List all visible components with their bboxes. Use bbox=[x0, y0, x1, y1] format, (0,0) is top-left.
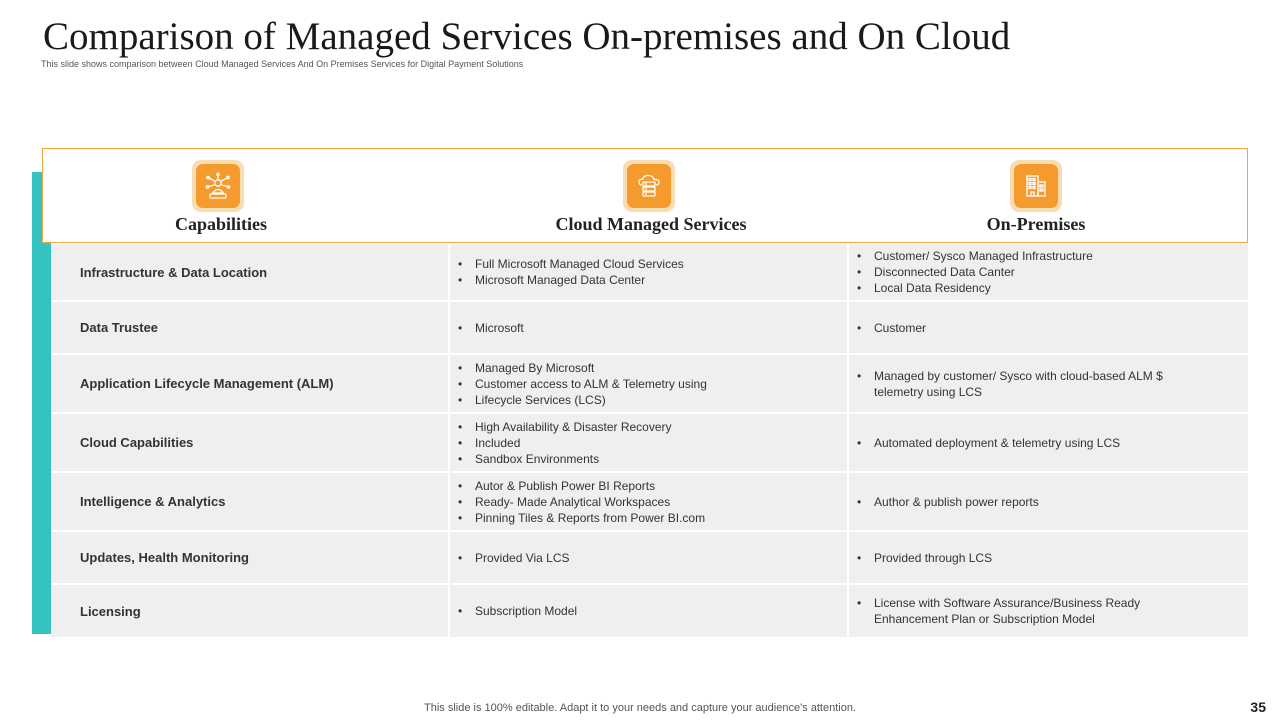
list-item: • Customer/ Sysco Managed Infrastructure bbox=[855, 248, 1093, 264]
capability-cell: Infrastructure & Data Location bbox=[51, 244, 450, 300]
cloud-cell bbox=[450, 355, 849, 412]
column-header-capabilities bbox=[43, 149, 399, 244]
list-item: • Disconnected Data Canter bbox=[855, 264, 1093, 280]
cloud-cell bbox=[450, 302, 849, 353]
column-header-cloud bbox=[451, 149, 851, 244]
person-network-icon bbox=[203, 171, 233, 201]
cloud-cell bbox=[450, 244, 849, 300]
table-row bbox=[51, 244, 1248, 302]
capability-cell: Updates, Health Monitoring bbox=[51, 532, 450, 583]
list-item: • Managed By Microsoft bbox=[456, 360, 707, 376]
page-number: 35 bbox=[1250, 699, 1266, 715]
column-label: Capabilities bbox=[174, 214, 267, 234]
icon-badge bbox=[1010, 160, 1062, 212]
onprem-cell bbox=[849, 302, 1248, 353]
list-item: • Local Data Residency bbox=[855, 280, 1093, 296]
column-label: Cloud Managed Services bbox=[555, 214, 747, 234]
table-row bbox=[51, 414, 1248, 473]
slide-subtitle: This slide shows comparison between Cloud Managed Services And On Premises Services for Digital Payment Solutions bbox=[41, 59, 524, 69]
footer-note: This slide is 100% editable. Adapt it to your needs and capture your audience's attention. bbox=[424, 702, 856, 714]
cloud-cell bbox=[450, 473, 849, 530]
onprem-cell bbox=[849, 244, 1248, 300]
list-item: • Included bbox=[456, 435, 672, 451]
list-item: • Author & publish power reports bbox=[855, 494, 1039, 510]
icon-badge bbox=[192, 160, 244, 212]
onprem-cell bbox=[849, 473, 1248, 530]
list-item: • License with Software Assurance/Business Ready Enhancement Plan or Subscription Model bbox=[855, 595, 1175, 627]
table-row bbox=[51, 532, 1248, 585]
column-label: On-Premises bbox=[986, 214, 1086, 234]
list-item: • Provided through LCS bbox=[855, 550, 992, 566]
capability-cell: Intelligence & Analytics bbox=[51, 473, 450, 530]
list-item: • Sandbox Environments bbox=[456, 451, 672, 467]
list-item: • Subscription Model bbox=[456, 603, 577, 619]
list-item: • Automated deployment & telemetry using LCS bbox=[855, 435, 1120, 451]
list-item: • Lifecycle Services (LCS) bbox=[456, 392, 707, 408]
capability-cell: Application Lifecycle Management (ALM) bbox=[51, 355, 450, 412]
onprem-cell bbox=[849, 414, 1248, 471]
onprem-cell bbox=[849, 355, 1248, 412]
list-item: • Microsoft Managed Data Center bbox=[456, 272, 684, 288]
list-item: • Ready- Made Analytical Workspaces bbox=[456, 494, 705, 510]
icon-badge bbox=[623, 160, 675, 212]
table-row bbox=[51, 302, 1248, 355]
capability-cell: Licensing bbox=[51, 585, 450, 637]
capability-cell: Data Trustee bbox=[51, 302, 450, 353]
comparison-table bbox=[51, 244, 1248, 637]
list-item: • Full Microsoft Managed Cloud Services bbox=[456, 256, 684, 272]
onprem-cell bbox=[849, 585, 1248, 637]
list-item: • Autor & Publish Power BI Reports bbox=[456, 478, 705, 494]
table-header bbox=[42, 148, 1248, 243]
slide-title: Comparison of Managed Services On-premises and On Cloud bbox=[43, 15, 1011, 58]
list-item: • Pinning Tiles & Reports from Power BI.com bbox=[456, 510, 705, 526]
building-icon bbox=[1021, 171, 1051, 201]
table-row bbox=[51, 355, 1248, 414]
list-item: • Managed by customer/ Sysco with cloud-based ALM $ telemetry using LCS bbox=[855, 368, 1195, 400]
capability-cell: Cloud Capabilities bbox=[51, 414, 450, 471]
column-header-onprem bbox=[843, 149, 1229, 244]
onprem-cell bbox=[849, 532, 1248, 583]
list-item: • High Availability & Disaster Recovery bbox=[456, 419, 672, 435]
list-item: • Customer bbox=[855, 320, 926, 336]
cloud-cell bbox=[450, 532, 849, 583]
cloud-cell bbox=[450, 585, 849, 637]
table-row bbox=[51, 473, 1248, 532]
list-item: • Microsoft bbox=[456, 320, 524, 336]
table-row bbox=[51, 585, 1248, 637]
cloud-server-icon bbox=[634, 171, 664, 201]
list-item: • Provided Via LCS bbox=[456, 550, 570, 566]
list-item: • Customer access to ALM & Telemetry using bbox=[456, 376, 707, 392]
cloud-cell bbox=[450, 414, 849, 471]
